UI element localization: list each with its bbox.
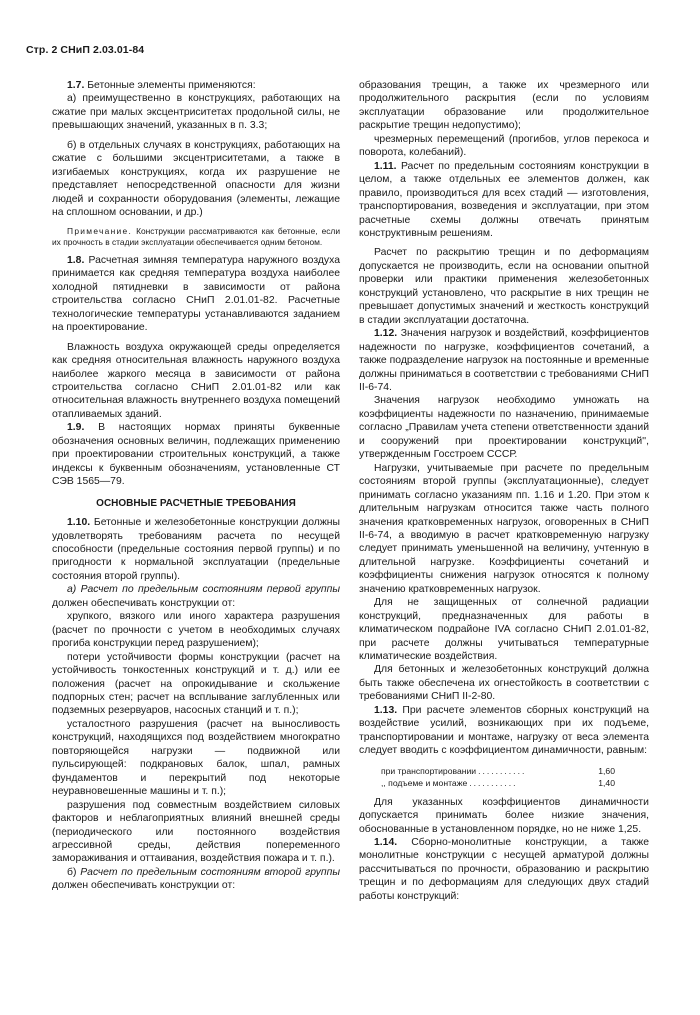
paragraph-text: Бетонные элементы применяются:	[87, 80, 256, 91]
right-column	[359, 79, 649, 903]
coefficient-row	[381, 765, 649, 777]
clause-1-9	[52, 421, 340, 488]
paragraph: Для не защищенных от солнечной радиации конструкций, предназначенных для работы в климатическом подрайоне IVA согласно СНиП 2.01.01-82, при расчете должны учитываться температурные климатические воздействия.	[359, 597, 649, 663]
note	[52, 226, 340, 248]
paragraph-text: должен обеспечивать конструкции от:	[52, 880, 236, 892]
paragraph-text: должен обеспечивать конструкции от:	[52, 597, 236, 609]
section-heading: ОСНОВНЫЕ РАСЧЕТНЫЕ ТРЕБОВАНИЯ	[96, 497, 296, 509]
clause-1-10	[52, 516, 340, 583]
clause-number: 1.14.	[374, 837, 398, 849]
paragraph-text: Сборно-монолитные конструкции, а также монолитные конструкции с несущей арматурой должны рассчитываться по прочности, образованию и раскрытию трещин и по деформациям для следующих двух стадий работы конструкций:	[359, 837, 649, 902]
clause-number: 1.11.	[374, 160, 397, 172]
clause-number: 1.7.	[67, 80, 85, 91]
paragraph: Для бетонных и железобетонных конструкций должна быть также обеспечена их огнестойкость в соответствии с требованиями СНиП II-2-80.	[359, 664, 649, 703]
paragraph: потери устойчивости формы конструкции (расчет на устойчивость тонкостенных конструкций и т. д.) или ее положения (расчет на опрокидывание и скольжение подпорных стен; расчет на всплывание заглубленных или подземных резервуаров, насосных станций и т. п.);	[52, 651, 340, 717]
paragraph: разрушения под совместным воздействием силовых факторов и неблагоприятных влияний внешней среды (периодического или постоянного воздействия агрессивной среды, действия попеременного замораживания и оттаивания, воздействия пожара и т. п.).	[52, 799, 340, 865]
coefficient-list	[359, 765, 649, 789]
paragraph: хрупкого, вязкого или иного характера разрушения (расчет по прочности с учетом в необходимых случаях прогиба конструкции перед разрушением);	[52, 611, 340, 650]
leader-dots: ...........	[469, 777, 518, 788]
paragraph: усталостного разрушения (расчет на выносливость конструкций, находящихся под воздействием многократно повторяющейся нагрузки — подвижной или пульсирующей: подкрановых балок, шпал, рамных фундаментов и перекрытий под некоторые неуравновешенные машины и т. п.);	[52, 718, 340, 798]
coefficient-row	[381, 777, 649, 789]
italic-text: а) Расчет по предельным состояниям первой группы	[67, 584, 340, 596]
note-label: Примечание.	[67, 225, 133, 236]
paragraph	[52, 583, 340, 610]
page-header: Стр. 2 СНиП 2.03.01-84	[26, 44, 145, 56]
paragraph-text: Значения нагрузок и воздействий, коэффициентов надежности по нагрузке, коэффициентов сочетаний, а также подразделение нагрузок на постоянные и временные должны приниматься в соответствии с требованиями СНиП II-6-74.	[359, 328, 649, 393]
note-text: Конструкции рассматриваются как бетонные, если их прочность в стадии эксплуатации обеспечивается одним бетоном.	[52, 225, 340, 247]
paragraph-text: Расчетная зимняя температура наружного воздуха принимается как средняя температура воздуха наиболее холодной пятидневки в зависимости от района строительства согласно СНиП 2.01.01-82. Расчетные технологические температуры устанавливаются заданием на проектирование.	[52, 254, 340, 334]
italic-text: Расчет по предельным состояниям второй группы	[80, 866, 340, 878]
paragraph: а) преимущественно в конструкциях, работающих на сжатие при малых эксцентриситетах продольной силы, не превышающих значений, указанных в п. 3.3;	[52, 93, 340, 132]
clause-1-11	[359, 160, 649, 241]
paragraph: Влажность воздуха окружающей среды определяется как средняя относительная влажность наружного воздуха наиболее жаркого месяца в зависимости от района строительства согласно СНиП 2.01.01-82 или как относительная влажность внутреннего воздуха помещений отапливаемых зданий.	[52, 341, 340, 420]
paragraph-text: Бетонные и железобетонные конструкции должны удовлетворять требованиям расчета по несущей способности (предельные состояния первой группы) и по пригодности к нормальной эксплуатации (предельные состояния второй группы).	[52, 517, 340, 582]
paragraph: образования трещин, а также их чрезмерного или продолжительного раскрытия (если по условиям эксплуатации образование или продолжительное раскрытие трещин недопустимо);	[359, 80, 649, 132]
paragraph: Для указанных коэффициентов динамичности допускается принимать более низкие значения, обоснованные в установленном порядке, но не ниже 1,25.	[359, 796, 649, 835]
clause-number: 1.8.	[67, 254, 85, 266]
leader-dots: ...........	[478, 765, 527, 776]
paragraph: Нагрузки, учитываемые при расчете по предельным состояниям второй группы (эксплуатационные), следует принимать согласно указаниям пп. 1.16 и 1.20. При этом к длительным нагрузкам относится также часть полного значения кратковременных нагрузок, оговоренных в СНиП II-6-74, а вводимую в расчет кратковременную нагрузку следует принимать уменьшенной на величину, учтенную в длительной нагрузке. Коэффициенты сочетаний и коэффициенты снижения нагрузок относятся к полному значению кратковременных нагрузок.	[359, 462, 649, 595]
clause-1-14	[359, 836, 649, 903]
left-column	[52, 79, 340, 893]
paragraph-text: В настоящих нормах приняты буквенные обозначения основных величин, подлежащих применению при проектировании строительных конструкций, а также индексы к буквенным обозначениям, установленные СТ СЭВ 1565—79.	[52, 422, 340, 488]
paragraph-text: б)	[67, 866, 81, 878]
paragraph-text: Расчет по предельным состояниям конструкции в целом, а также отдельных ее элементов должен, как правило, производиться для всех стадий — изготовления, транспортирования, возведения и эксплуатации, при этом расчетные схемы должны отвечать принятым конструктивным решениям.	[359, 160, 650, 239]
coefficient-value: 1,60	[598, 765, 615, 776]
clause-number: 1.10.	[67, 517, 91, 529]
coefficient-value: 1,40	[598, 777, 615, 788]
coefficient-label: ,, подъеме и монтаже	[381, 777, 468, 788]
paragraph	[52, 866, 340, 893]
paragraph: чрезмерных перемещений (прогибов, углов перекоса и поворота, колебаний).	[359, 133, 649, 159]
paragraph: б) в отдельных случаях в конструкциях, работающих на сжатие с большими эксцентриситетами, а также в изгибаемых конструкциях, когда их разрушение не представляет непосредственной опасности для жизни людей и сохранности оборудования (элементы, лежащие на сплошном основании, и др.)	[52, 139, 340, 219]
clause-number: 1.9.	[67, 422, 85, 434]
clause-1-13	[359, 704, 649, 758]
paragraph-text: При расчете элементов сборных конструкций на воздействие усилий, возникающих при их подъеме, транспортировании и монтаже, нагрузку от веса элемента следует вводить с коэффициентом динамичности, равным:	[359, 704, 649, 757]
clause-number: 1.13.	[374, 704, 398, 716]
paragraph: Значения нагрузок необходимо умножать на коэффициенты надежности по назначению, принимаемые согласно „Правилам учета степени ответственности зданий и сооружений при проектировании конструкций'', утвержденным Госстроем СССР.	[359, 395, 649, 461]
coefficient-label: при транспортировании	[381, 765, 477, 776]
clause-1-12	[359, 327, 649, 394]
clause-1-7	[52, 79, 340, 92]
clause-number: 1.12.	[374, 328, 398, 340]
paragraph: Расчет по раскрытию трещин и по деформациям допускается не производить, если на основании опытной проверки или практики применения железобетонных конструкций установлено, что раскрытие в них трещин не превышает допустимых значений и жесткость конструкций в стадии эксплуатации достаточна.	[359, 247, 649, 326]
clause-1-8	[52, 254, 340, 335]
